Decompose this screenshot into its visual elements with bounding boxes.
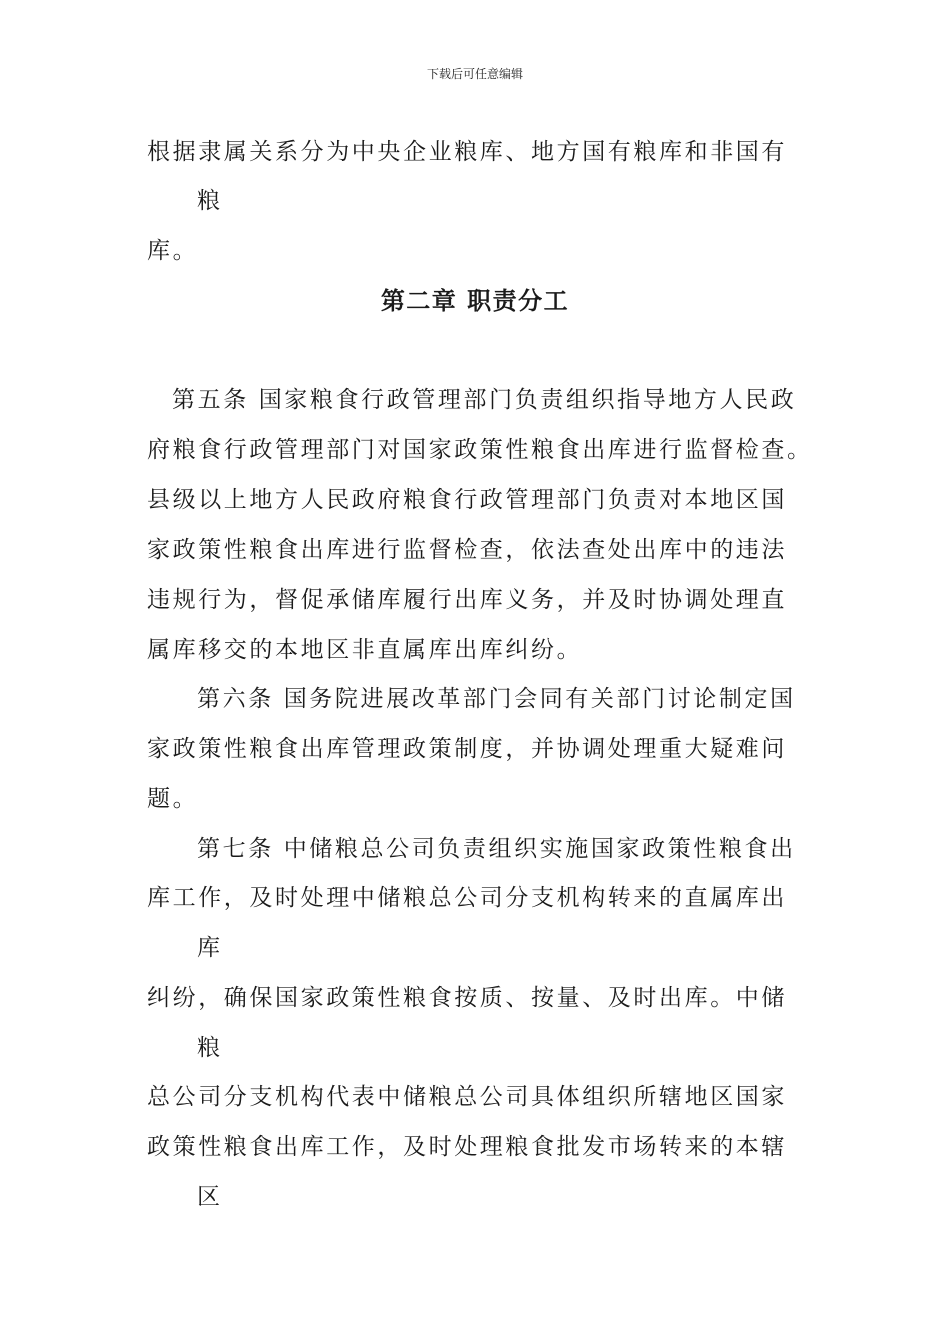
- text-line: 纠纷，确保国家政策性粮食按质、按量、及时出库。中储: [147, 985, 787, 1011]
- text-line: 第六条 国务院进展改革部门会同有关部门讨论制定国: [197, 686, 796, 712]
- text-line: 题。: [147, 786, 199, 812]
- text-line: 违规行为，督促承储库履行出库义务，并及时协调处理直: [147, 587, 787, 613]
- chapter-heading: 第二章 职责分工: [380, 287, 570, 315]
- page-header: 下载后可任意编辑: [426, 67, 523, 81]
- text-line: 第七条 中储粮总公司负责组织实施国家政策性粮食出: [197, 836, 796, 862]
- text-line: 总公司分支机构代表中储粮总公司具体组织所辖地区国家: [147, 1084, 787, 1110]
- text-line: 区: [197, 1184, 223, 1210]
- text-line: 库工作，及时处理中储粮总公司分支机构转来的直属库出: [147, 885, 787, 911]
- text-line: 政策性粮食出库工作，及时处理粮食批发市场转来的本辖: [147, 1134, 787, 1160]
- text-line: 库。: [147, 238, 199, 264]
- text-line: 属库移交的本地区非直属库出库纠纷。: [147, 637, 583, 663]
- text-line: 库: [197, 935, 223, 961]
- text-line: 家政策性粮食出库进行监督检查，依法查处出库中的违法: [147, 537, 787, 563]
- text-line: 根据隶属关系分为中央企业粮库、地方国有粮库和非国有: [147, 139, 787, 165]
- text-line: 粮: [197, 1035, 223, 1061]
- text-line: 府粮食行政管理部门对国家政策性粮食出库进行监督检查。: [147, 437, 813, 463]
- text-line: 第五条 国家粮食行政管理部门负责组织指导地方人民政: [172, 387, 797, 413]
- text-line: 粮: [197, 188, 223, 214]
- text-line: 县级以上地方人民政府粮食行政管理部门负责对本地区国: [147, 487, 787, 513]
- text-line: 家政策性粮食出库管理政策制度，并协调处理重大疑难问: [147, 736, 787, 762]
